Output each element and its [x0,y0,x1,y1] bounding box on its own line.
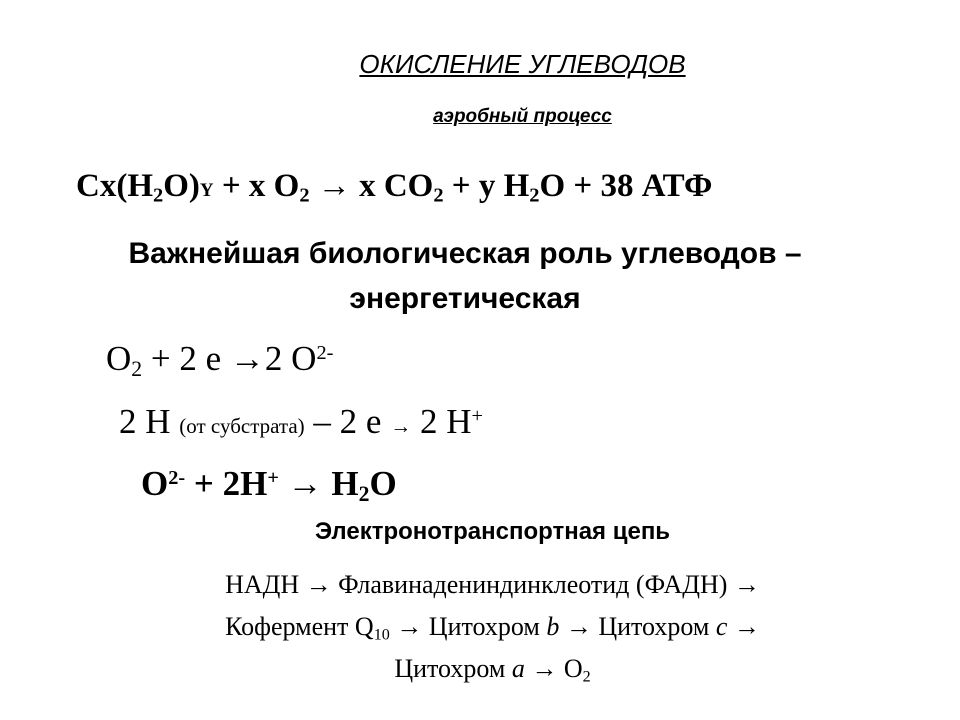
water-formation-equation: $О^{2-} + 2Н^+ \to Н_2О$ [141,464,397,507]
hydrogen-oxidation-equation: 2 Н (от субстрата) – 2 е → 2 Н+ [119,402,483,441]
chain-line-2: Кофермент $Q_{10}$ → Цитохром b → Цитохром c → [225,612,760,644]
slide-subtitle: аэробный процесс [433,106,612,127]
chain-line-1: НАДН → Флавинадениндинклеотид (ФАДН) → [225,570,760,599]
role-statement-line-2: энергетическая [349,282,581,315]
role-statement-line-1: Важнейшая биологическая роль углеводов – [128,237,802,270]
electron-transport-chain-heading: Электронотранспортная цепь [314,518,671,545]
oxygen-reduction-equation: $О_2 + 2$ е →2 $О^{2-}$ [106,339,334,382]
slide-title: ОКИСЛЕНИЕ УГЛЕВОДОВ [359,49,686,79]
chain-line-3: Цитохром $a \to О_2$ [394,654,591,686]
overall-oxidation-equation: $Сх(Н_2О)Y + х$ $О_2 \to х$ $СО_2 + у$ $Н_2О + 38$ АТФ [76,168,713,207]
